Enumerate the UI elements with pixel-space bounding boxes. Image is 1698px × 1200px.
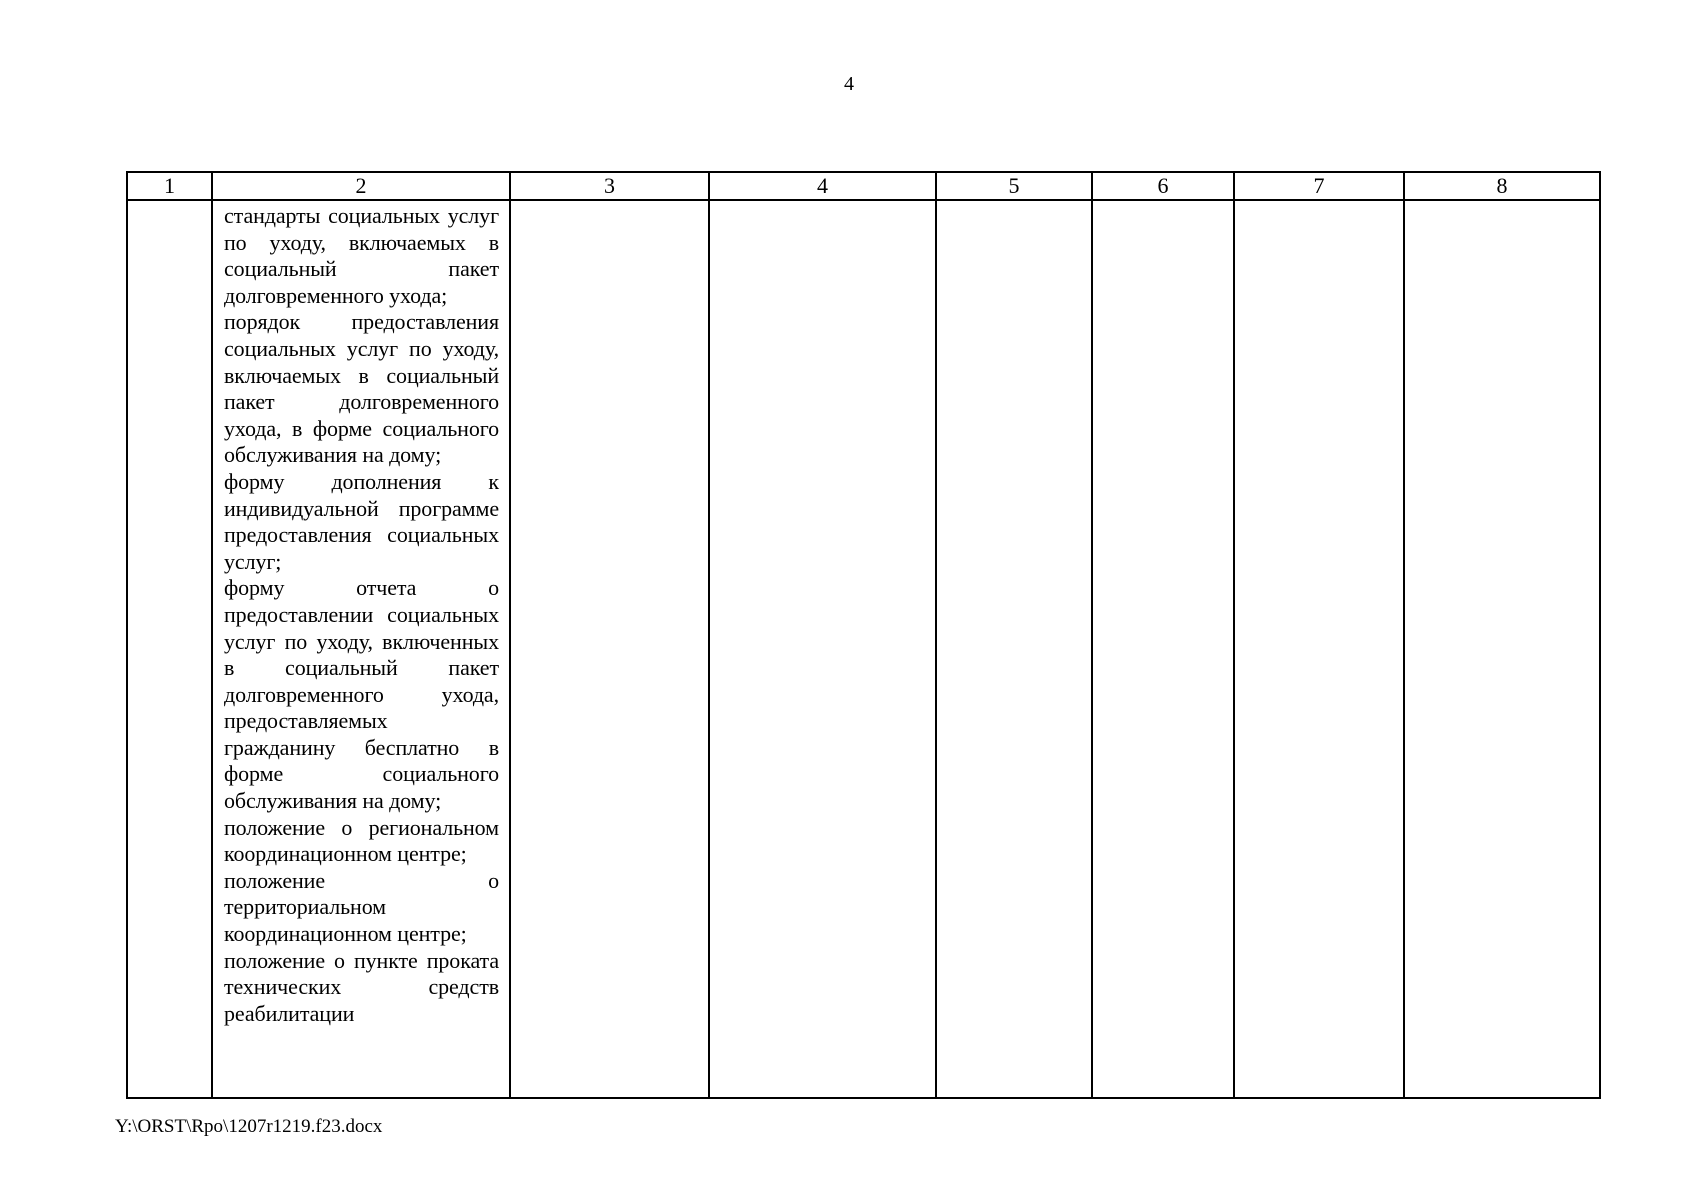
cell-text	[937, 201, 1091, 203]
table-header-row	[127, 172, 1600, 200]
table-cell-col-5	[936, 200, 1092, 1098]
column-header-7: 7	[1234, 172, 1404, 200]
table-cell-col-2	[212, 200, 510, 1098]
table-cell-col-7	[1234, 200, 1404, 1098]
table-row	[127, 200, 1600, 1098]
column-header-5: 5	[936, 172, 1092, 200]
cell-text	[1235, 201, 1403, 203]
cell-text-documents-list: стандарты социальных услуг по уходу, включаемых в социальный пакет долговременного ухода; порядок предоставления социальных услуг по уходу, включаемых в социальный пакет долговременного ухода, в форме социального обслуживания на дому; форму дополнения к индивидуальной программе предоставления социальных услуг; форму отчета о предоставлении социальных услуг по уходу, включенных в социальный пакет долговременного ухода, предоставляемых гражданину бесплатно в форме социального обслуживания на дому; положение о региональном координационном центре; положение о территориальном координационном центре; положение о пункте проката технических средств реабилитации	[224, 203, 499, 1026]
column-header-8: 8	[1404, 172, 1600, 200]
footer-file-path: Y:\ORST\Rpo\1207r1219.f23.docx	[115, 1116, 383, 1137]
column-header-4: 4	[709, 172, 936, 200]
table-cell-col-6	[1092, 200, 1234, 1098]
column-header-1: 1	[127, 172, 212, 200]
cell-text	[511, 201, 708, 203]
column-header-2: 2	[212, 172, 510, 200]
cell-text	[710, 201, 935, 203]
column-header-6: 6	[1092, 172, 1234, 200]
column-header-3: 3	[510, 172, 709, 200]
table-cell-col-8	[1404, 200, 1600, 1098]
page-number: 4	[844, 73, 854, 95]
table-cell-col-4	[709, 200, 936, 1098]
cell-text	[1405, 201, 1599, 203]
table-cell-col-3	[510, 200, 709, 1098]
cell-text	[1093, 201, 1233, 203]
cell-text	[128, 201, 211, 203]
document-table	[126, 171, 1601, 1099]
table-cell-col-1	[127, 200, 212, 1098]
